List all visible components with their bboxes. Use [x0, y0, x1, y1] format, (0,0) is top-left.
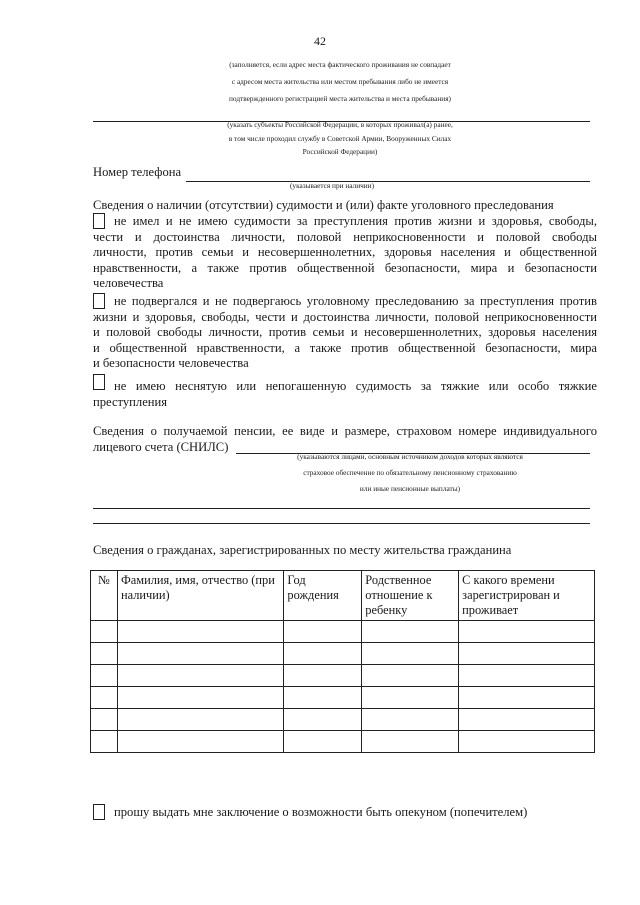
table-cell[interactable]	[284, 665, 362, 687]
no-conviction-line: не имел и не имею судимости за преступления против жизни и здоровья, свободы,	[114, 214, 597, 228]
table-cell[interactable]	[362, 731, 459, 753]
table-cell[interactable]	[284, 643, 362, 665]
header-number: №	[91, 571, 118, 621]
table-cell[interactable]	[459, 709, 595, 731]
no-conviction-line: человечества	[93, 276, 164, 291]
table-cell[interactable]	[362, 665, 459, 687]
table-cell[interactable]	[284, 621, 362, 643]
pension-note	[260, 449, 560, 497]
phone-hint: (указывается при наличии)	[290, 181, 375, 190]
phone-label: Номер телефона	[93, 165, 182, 179]
table-cell[interactable]	[117, 643, 283, 665]
table-row	[91, 621, 595, 643]
table-row	[91, 731, 595, 753]
registered-table	[90, 570, 595, 753]
no-conviction-line: нравственности, а также против общественной безопасности, мира и безопасности	[93, 260, 597, 275]
table-cell[interactable]	[91, 687, 118, 709]
residence-note	[160, 56, 520, 107]
pension-heading: Сведения о получаемой пенсии, ее виде и размере, страховом номере индивидуального	[93, 424, 597, 438]
request-conclusion-checkbox[interactable]	[93, 804, 105, 820]
table-cell[interactable]	[91, 709, 118, 731]
page-number: 42	[314, 34, 326, 48]
phone-field-line[interactable]	[186, 181, 590, 182]
table-cell[interactable]	[459, 665, 595, 687]
table-row	[91, 665, 595, 687]
pension-snils-label: лицевого счета (СНИЛС)	[93, 440, 229, 454]
table-cell[interactable]	[284, 709, 362, 731]
request-conclusion-label: прошу выдать мне заключение о возможности быть опекуном (попечителем)	[114, 805, 528, 819]
no-conviction-text	[93, 214, 597, 292]
no-conviction-line: личности, против семьи и несовершеннолетних, здоровья населения и общественной	[93, 245, 597, 260]
no-prosecution-line: и половой свободы личности, против семьи и несовершеннолетних, здоровья населения	[93, 325, 597, 340]
table-cell[interactable]	[91, 621, 118, 643]
table-cell[interactable]	[117, 709, 283, 731]
table-cell[interactable]	[91, 731, 118, 753]
subjects-note-line: в том числе проходил службу в Советской Армии, Вооруженных Силах	[228, 133, 452, 143]
table-cell[interactable]	[117, 731, 283, 753]
table-cell[interactable]	[91, 665, 118, 687]
pension-extra-line[interactable]	[93, 523, 590, 524]
no-unexpunged-conviction-text	[93, 379, 597, 410]
no-prosecution-line: и безопасности человечества	[93, 356, 249, 371]
subjects-note-line: (указать субъекты Российской Федерации, в которых проживал(а) ранее,	[227, 120, 453, 129]
residence-note-line: с адресом места жительства или местом пребывания либо не имеется	[231, 77, 449, 86]
pension-note-line: страховое обеспечение по обязательному пенсионному страхованию	[303, 468, 517, 477]
table-cell[interactable]	[459, 731, 595, 753]
no-unexpunged-conviction-line: преступления	[93, 394, 168, 409]
table-cell[interactable]	[117, 687, 283, 709]
table-cell[interactable]	[362, 643, 459, 665]
table-cell[interactable]	[459, 643, 595, 665]
table-cell[interactable]	[362, 621, 459, 643]
subjects-note	[180, 118, 500, 159]
table-header-row	[91, 571, 595, 621]
no-unexpunged-conviction-line: не имею неснятую или непогашенную судимость за тяжкие или особо тяжкие	[114, 379, 597, 393]
pension-note-line: или иные пенсионные выплаты)	[359, 484, 461, 493]
no-prosecution-text	[93, 294, 597, 372]
registered-heading: Сведения о гражданах, зарегистрированных по месту жительства гражданина	[93, 543, 512, 557]
table-cell[interactable]	[362, 709, 459, 731]
table-cell[interactable]	[459, 621, 595, 643]
no-prosecution-line: жизни и здоровья, свободы, чести и достоинства личности, половой неприкосновенности	[93, 309, 597, 324]
no-conviction-line: чести и достоинства личности, половой неприкосновенности и половой свободы	[93, 229, 597, 244]
residence-note-line: (заполняется, если адрес места фактического проживания не совпадает	[229, 60, 451, 69]
criminal-heading: Сведения о наличии (отсутствии) судимости и (или) факте уголовного преследования	[93, 198, 554, 212]
table-cell[interactable]	[459, 687, 595, 709]
header-full-name: Фамилия, имя, отчество (при наличии)	[117, 571, 283, 621]
table-row	[91, 643, 595, 665]
subjects-note-line: Российской Федерации)	[302, 147, 378, 156]
table-row	[91, 687, 595, 709]
table-cell[interactable]	[362, 687, 459, 709]
header-relation: Родственное отношение к ребенку	[362, 571, 459, 621]
table-cell[interactable]	[117, 665, 283, 687]
no-prosecution-line: и общественной нравственности, а также против общественной безопасности, мира	[93, 340, 597, 355]
pension-extra-line[interactable]	[93, 508, 590, 509]
table-cell[interactable]	[117, 621, 283, 643]
table-cell[interactable]	[91, 643, 118, 665]
header-birth-year: Год рождения	[284, 571, 362, 621]
table-cell[interactable]	[284, 731, 362, 753]
header-since: С какого времени зарегистрирован и проживает	[459, 571, 595, 621]
table-row	[91, 709, 595, 731]
pension-note-line: (указываются лицами, основным источником доходов которых являются	[297, 452, 523, 461]
residence-note-line: подтвержденного регистрацией места жительства и места пребывания)	[229, 94, 451, 103]
table-cell[interactable]	[284, 687, 362, 709]
no-prosecution-line: не подвергался и не подвергаюсь уголовному преследованию за преступления против	[114, 294, 597, 308]
